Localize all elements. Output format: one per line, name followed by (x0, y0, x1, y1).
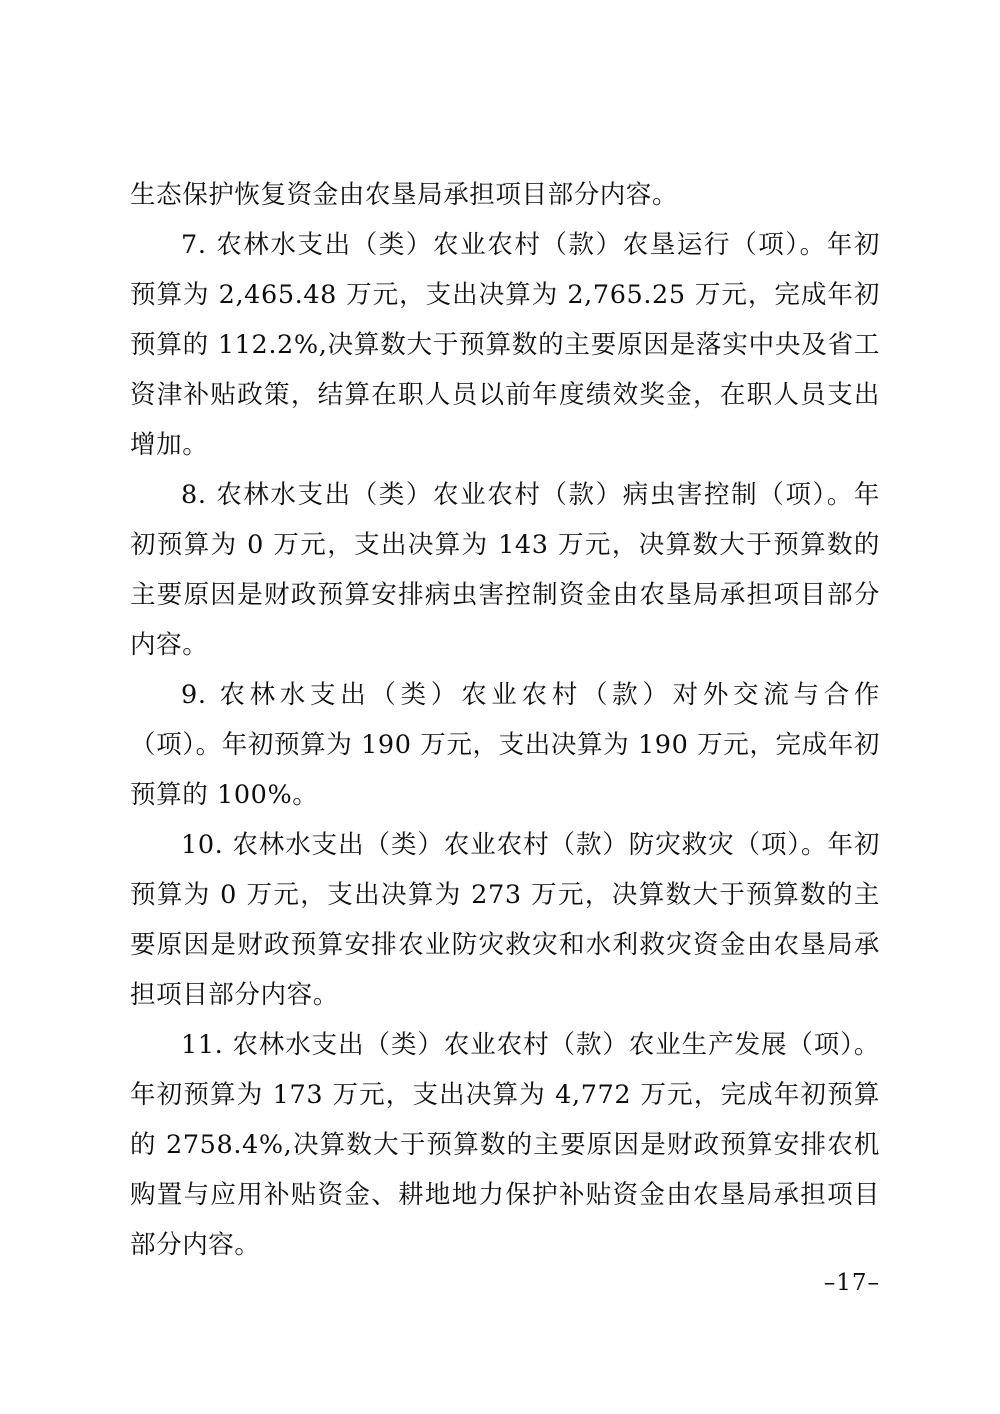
paragraph-item-9: 9. 农林水支出（类）农业农村（款）对外交流与合作（项）。年初预算为 190 万元，支出决算为 190 万元，完成年初预算的 100%。 (130, 680, 880, 810)
paragraph-item-10: 10. 农林水支出（类）农业农村（款）防灾救灾（项）。年初预算为 0 万元，支出决算为 273 万元，决算数大于预算数的主要原因是财政预算安排农业防灾救灾和水利救灾资金由农垦局承担项目部分内容。 (130, 830, 880, 1010)
paragraph-item-11: 11. 农林水支出（类）农业农村（款）农业生产发展（项）。年初预算为 173 万元，支出决算为 4,772 万元，完成年初预算的 2758.4%,决算数大于预算数的主要原因是财政预算安排农机购置与应用补贴资金、耕地地力保护补贴资金由农垦局承担项目部分内容。 (130, 1030, 880, 1260)
page-number: –17– (823, 1270, 880, 1296)
paragraph-item-7: 7. 农林水支出（类）农业农村（款）农垦运行（项）。年初预算为 2,465.48 万元，支出决算为 2,765.25 万元，完成年初预算的 112.2%,决算数大于预算数的主要原因是落实中央及省工资津补贴政策，结算在职人员以前年度绩效奖金，在职人员支出增加。 (130, 230, 880, 460)
paragraph-item-8: 8. 农林水支出（类）农业农村（款）病虫害控制（项）。年初预算为 0 万元，支出决算为 143 万元，决算数大于预算数的主要原因是财政预算安排病虫害控制资金由农垦局承担项目部分内容。 (130, 480, 880, 660)
paragraph-continuation: 生态保护恢复资金由农垦局承担项目部分内容。 (130, 180, 679, 210)
document-body (130, 170, 880, 1270)
